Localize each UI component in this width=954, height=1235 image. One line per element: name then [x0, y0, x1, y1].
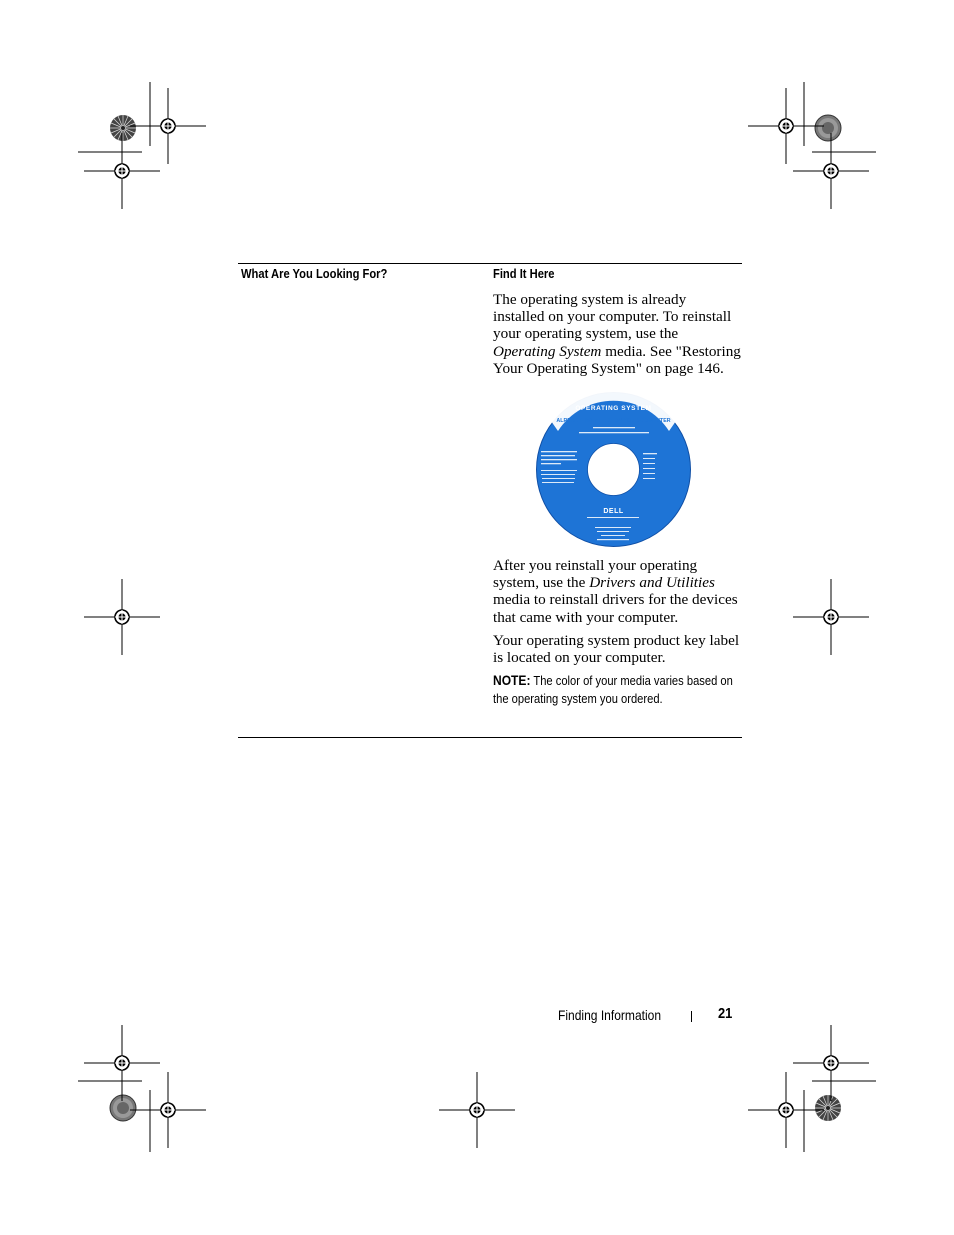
drivers-text-b: media to reinstall drivers for the devices that came with your computer.	[493, 591, 738, 626]
drivers-utilities-paragraph	[493, 557, 741, 626]
disc-center-hole	[588, 444, 640, 496]
disc-title: OPERATING SYSTEM	[575, 405, 652, 412]
table-top-rule	[238, 263, 742, 264]
column-header-looking-for: What Are You Looking For?	[241, 266, 388, 281]
reinstall-os-italic: Operating System	[493, 342, 602, 360]
drivers-text-a: After you reinstall your operating system, use the	[493, 557, 698, 592]
reinstall-os-text-a: The operating system is already installed on your computer. To reinstall your operating system, use the	[493, 291, 732, 343]
page-number: 21	[718, 1005, 733, 1022]
footer-section-title: Finding Information	[558, 1007, 662, 1023]
note-label: NOTE:	[493, 672, 531, 688]
note-text: The color of your media varies based on the operating system you ordered.	[493, 673, 733, 706]
disc-logo: DELL	[603, 508, 624, 515]
drivers-italic: Drivers and Utilities	[589, 574, 715, 592]
media-color-note	[493, 672, 742, 707]
column-header-find-it-here: Find It Here	[493, 266, 555, 281]
operating-system-disc-image	[535, 391, 692, 548]
product-key-paragraph: Your operating system product key label is located on your computer.	[493, 632, 740, 667]
reinstall-os-text-b: media. See "Restoring Your Operating System" on page 146.	[493, 342, 741, 377]
reinstall-os-paragraph	[493, 291, 741, 377]
disc-subtitle: ALREADY INSTALLED ON YOUR COMPUTER	[556, 418, 671, 424]
table-bottom-rule	[238, 737, 742, 738]
footer-separator	[691, 1011, 692, 1022]
